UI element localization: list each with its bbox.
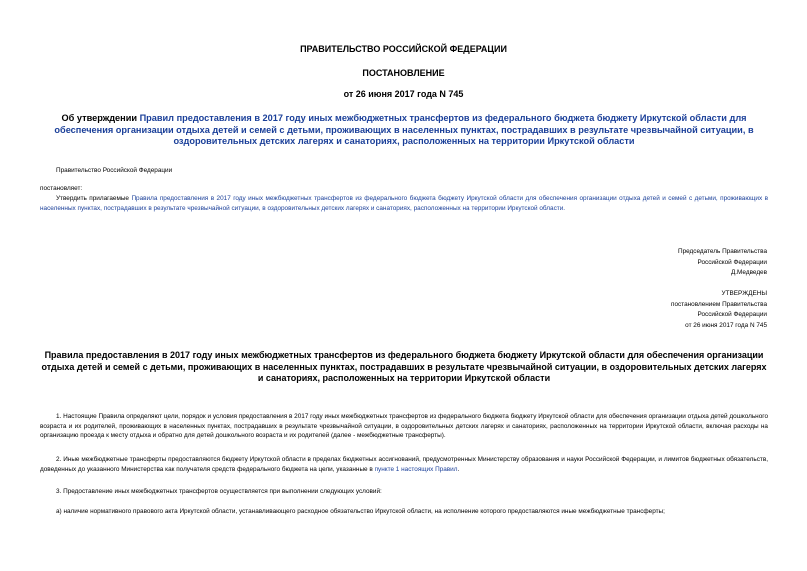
document-date-number: от 26 июня 2017 года N 745 [343, 89, 464, 99]
point-2-text: 2. Иные межбюджетные трансферты предоставляются бюджету Иркутской области в пределах бюджетных ассигнований, предусмотренных Министерству образования и науки Российской Федерации, и лимитов бюджетных обязательств, доведенных до указанного Министерства как получателя средств федерального бюджета на цели, указанные в [40, 456, 768, 473]
approve-rules-link[interactable]: Правила предоставления в 2017 году иных межбюджетных трансфертов из федерального бюджета бюджету Иркутской области для обеспечения организации отдыха детей и семей с детьми, проживающих в населенных пунктах, пострадавших в результате чрезвычайной ситуации, в оздоровительных детских лагерях и санаториях, расположенных на территории Иркутской области. [40, 195, 768, 212]
government-name: Правительство Российской Федерации [56, 167, 173, 174]
title-prefix: Об утверждении [61, 113, 140, 123]
point-2-end: . [457, 465, 460, 473]
approval-line-2: постановлением Правительства [671, 300, 767, 308]
approve-paragraph [40, 194, 768, 213]
document-title [40, 113, 768, 148]
point-1: 1. Настоящие Правила определяют цели, порядок и условия предоставления в 2017 году иных межбюджетных трансфертов из федерального бюджета бюджету Иркутской области для обеспечения организации отдыха детей дошкольного возраста и их родителей, проживающих в населенных пунктах, пострадавших в результате чрезвычайной ситуации, в оздоровительных детских лагерях и санаториях, расположенных на территории Иркутской области, включая расходы на организацию проезда к месту отдыха и обратно для детей дошкольного возраста и их родителей (далее - межбюджетные трансферты). [40, 413, 768, 440]
approval-line-4: от 26 июня 2017 года N 745 [685, 321, 767, 329]
signature-position: Председатель Правительства [678, 248, 767, 255]
title-rules-link[interactable]: Правил предоставления в 2017 году иных межбюджетных трансфертов из федерального бюджета бюджету Иркутской области для обеспечения организации отдыха детей и семей с детьми, проживающих в населенных пунктах, пострадавших в результате чрезвычайной ситуации, в оздоровительных детских лагерях и санаториях, расположенных на территории Иркутской области [54, 113, 754, 146]
point-2-link[interactable]: пункте 1 настоящих Правил [374, 465, 458, 473]
approve-prefix: Утвердить прилагаемые [56, 195, 132, 202]
point-3: 3. Предоставление иных межбюджетных трансфертов осуществляется при выполнении следующих условий: [56, 488, 382, 495]
signature-country: Российской Федерации [697, 258, 767, 266]
signature-name: Д.Медведев [730, 269, 767, 276]
point-2 [40, 455, 768, 474]
rules-title: Правила предоставления в 2017 году иных межбюджетных трансфертов из федерального бюджета бюджету Иркутской области для обеспечения организации отдыха детей и семей с детьми, проживающих в населенных пунктах, пострадавших в результате чрезвычайной ситуации, в оздоровительных детских лагерях и санаториях, расположенных на территории Иркутской области [41, 350, 767, 383]
point-3a: а) наличие нормативного правового акта Иркутской области, устанавливающего расходное обязательство Иркутской области, на исполнение которого предоставляются иные межбюджетные трансферты; [56, 508, 665, 515]
signature-block [567, 247, 767, 279]
approval-line-3: Российской Федерации [697, 311, 767, 318]
approval-heading: УТВЕРЖДЕНЫ [721, 290, 767, 297]
government-heading: ПРАВИТЕЛЬСТВО РОССИЙСКОЙ ФЕДЕРАЦИИ [300, 44, 507, 54]
document-type-heading: ПОСТАНОВЛЕНИЕ [362, 68, 445, 78]
resolves-label: постановляет: [40, 185, 83, 192]
approval-block [567, 289, 767, 331]
